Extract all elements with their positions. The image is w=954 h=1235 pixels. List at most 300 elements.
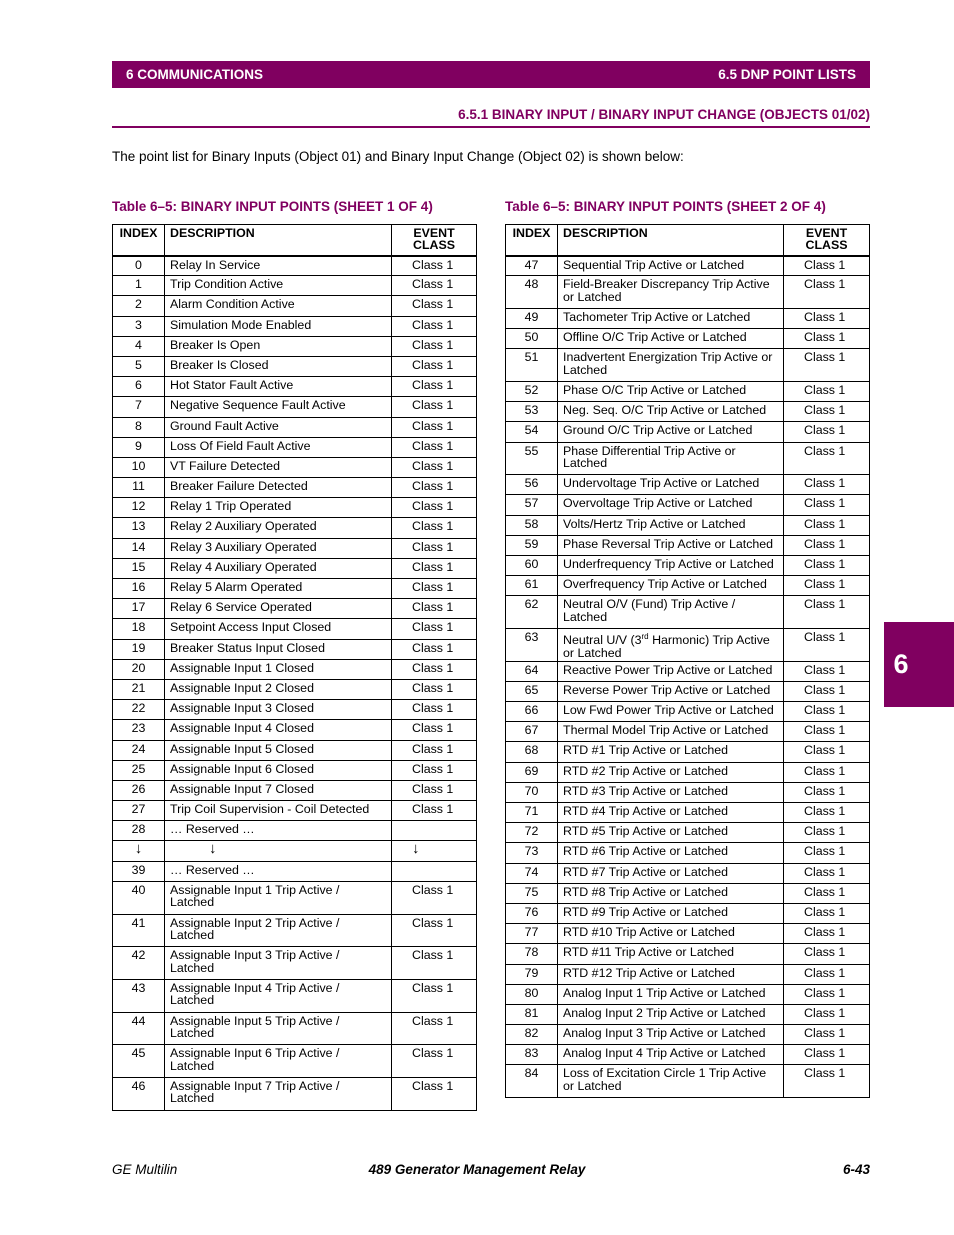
col-header-index: INDEX: [113, 225, 165, 256]
cell-event-class: Class 1: [392, 498, 477, 518]
description-text: Harmonic) Trip Active or Latched: [563, 633, 770, 660]
cell-description: … Reserved …: [165, 821, 392, 841]
cell-description: Loss Of Field Fault Active: [165, 437, 392, 457]
cell-event-class: [392, 821, 477, 841]
table-row: [113, 478, 477, 498]
table-row: [113, 498, 477, 518]
col-header-event-class: EVENT CLASS: [392, 225, 477, 256]
table-row: [506, 863, 870, 883]
table-row: [113, 377, 477, 397]
cell-index: 17: [113, 599, 165, 619]
table-row: [506, 661, 870, 681]
cell-event-class: Class 1: [784, 742, 870, 762]
cell-index: 58: [506, 515, 558, 535]
cell-index: 24: [113, 740, 165, 760]
table-row: [506, 256, 870, 276]
table-row: [506, 495, 870, 515]
cell-index: 14: [113, 538, 165, 558]
cell-index: 15: [113, 558, 165, 578]
cell-event-class: Class 1: [392, 417, 477, 437]
cell-description: Negative Sequence Fault Active: [165, 397, 392, 417]
cell-index: 67: [506, 722, 558, 742]
cell-event-class: Class 1: [784, 823, 870, 843]
table-row: [506, 596, 870, 629]
table-row: [113, 336, 477, 356]
cell-description: Setpoint Access Input Closed: [165, 619, 392, 639]
cell-event-class: Class 1: [392, 780, 477, 800]
cell-description: RTD #3 Trip Active or Latched: [558, 782, 784, 802]
cell-description: RTD #5 Trip Active or Latched: [558, 823, 784, 843]
cell-event-class: Class 1: [392, 276, 477, 296]
cell-index: 60: [506, 555, 558, 575]
cell-index: 41: [113, 914, 165, 947]
table-row: [113, 881, 477, 914]
cell-event-class: Class 1: [392, 947, 477, 980]
cell-description: Assignable Input 2 Trip Active / Latched: [165, 914, 392, 947]
cell-event-class: Class 1: [392, 700, 477, 720]
cell-index: 27: [113, 801, 165, 821]
cell-event-class: Class 1: [392, 679, 477, 699]
table-row: [506, 442, 870, 475]
cell-description: RTD #9 Trip Active or Latched: [558, 903, 784, 923]
cell-index: 47: [506, 256, 558, 276]
table-row: [506, 762, 870, 782]
cell-description: Assignable Input 2 Closed: [165, 679, 392, 699]
table-row: [506, 823, 870, 843]
cell-event-class: Class 1: [392, 599, 477, 619]
footer-left: GE Multilin: [112, 1162, 178, 1177]
cell-index: 84: [506, 1065, 558, 1098]
cell-event-class: Class 1: [392, 639, 477, 659]
table-row: [506, 742, 870, 762]
cell-description: Assignable Input 4 Trip Active / Latched: [165, 979, 392, 1012]
cell-event-class: Class 1: [784, 1065, 870, 1098]
cell-index: 77: [506, 924, 558, 944]
cell-description: Breaker Status Input Closed: [165, 639, 392, 659]
table-row: [506, 903, 870, 923]
cell-index: 70: [506, 782, 558, 802]
table-row: [506, 843, 870, 863]
cell-index: 46: [113, 1077, 165, 1110]
cell-description: Assignable Input 1 Trip Active / Latched: [165, 881, 392, 914]
cell-description: Overvoltage Trip Active or Latched: [558, 495, 784, 515]
table-row: [506, 381, 870, 401]
cell-description: Ground Fault Active: [165, 417, 392, 437]
cell-event-class: Class 1: [784, 422, 870, 442]
table-row: [506, 555, 870, 575]
subsection-title: 6.5.1 BINARY INPUT / BINARY INPUT CHANGE (OBJECTS 01/02): [112, 107, 870, 128]
cell-description: Trip Condition Active: [165, 276, 392, 296]
cell-index: 72: [506, 823, 558, 843]
cell-event-class: Class 1: [784, 555, 870, 575]
table-row: [506, 576, 870, 596]
cell-description: Volts/Hertz Trip Active or Latched: [558, 515, 784, 535]
cell-description: RTD #6 Trip Active or Latched: [558, 843, 784, 863]
cell-description: [558, 629, 784, 662]
cell-index: 39: [113, 861, 165, 881]
cell-description: Underfrequency Trip Active or Latched: [558, 555, 784, 575]
cell-event-class: [392, 861, 477, 881]
cell-event-class: Class 1: [784, 256, 870, 276]
table-row: [113, 518, 477, 538]
cell-index: 82: [506, 1025, 558, 1045]
cell-index: 3: [113, 316, 165, 336]
cell-description: Assignable Input 1 Closed: [165, 659, 392, 679]
cell-event-class: Class 1: [392, 760, 477, 780]
cell-index: 11: [113, 478, 165, 498]
cell-description: RTD #11 Trip Active or Latched: [558, 944, 784, 964]
cell-description: Relay In Service: [165, 256, 392, 276]
cell-description: ↓: [165, 841, 392, 861]
cell-event-class: Class 1: [392, 356, 477, 376]
table-row: [113, 579, 477, 599]
table-row: [113, 639, 477, 659]
cell-description: RTD #8 Trip Active or Latched: [558, 883, 784, 903]
cell-index: 48: [506, 276, 558, 309]
cell-description: Undervoltage Trip Active or Latched: [558, 475, 784, 495]
cell-event-class: Class 1: [784, 702, 870, 722]
cell-description: Relay 1 Trip Operated: [165, 498, 392, 518]
cell-index: 18: [113, 619, 165, 639]
cell-description: RTD #4 Trip Active or Latched: [558, 803, 784, 823]
cell-index: 81: [506, 1004, 558, 1024]
cell-description: Tachometer Trip Active or Latched: [558, 308, 784, 328]
cell-index: 55: [506, 442, 558, 475]
cell-description: Reactive Power Trip Active or Latched: [558, 661, 784, 681]
cell-description: Breaker Failure Detected: [165, 478, 392, 498]
cell-index: 42: [113, 947, 165, 980]
cell-description: VT Failure Detected: [165, 457, 392, 477]
cell-event-class: Class 1: [784, 964, 870, 984]
cell-index: 8: [113, 417, 165, 437]
cell-description: Neg. Seq. O/C Trip Active or Latched: [558, 402, 784, 422]
cell-description: Low Fwd Power Trip Active or Latched: [558, 702, 784, 722]
cell-description: Relay 3 Auxiliary Operated: [165, 538, 392, 558]
table-row: [506, 515, 870, 535]
cell-index: 52: [506, 381, 558, 401]
cell-index: 66: [506, 702, 558, 722]
cell-event-class: Class 1: [784, 883, 870, 903]
table1-caption: Table 6–5: BINARY INPUT POINTS (SHEET 1 OF 4): [112, 199, 433, 214]
cell-index: 4: [113, 336, 165, 356]
cell-event-class: Class 1: [392, 1012, 477, 1045]
cell-event-class: Class 1: [392, 316, 477, 336]
cell-description: Breaker Is Closed: [165, 356, 392, 376]
cell-description: Offline O/C Trip Active or Latched: [558, 329, 784, 349]
cell-index: 6: [113, 377, 165, 397]
table-row: [506, 964, 870, 984]
table-row: [506, 722, 870, 742]
cell-description: RTD #2 Trip Active or Latched: [558, 762, 784, 782]
cell-index: 43: [113, 979, 165, 1012]
cell-description: Assignable Input 5 Closed: [165, 740, 392, 760]
cell-index: 5: [113, 356, 165, 376]
cell-description: Relay 6 Service Operated: [165, 599, 392, 619]
table-row: [506, 984, 870, 1004]
cell-index: 45: [113, 1045, 165, 1078]
table-row: [506, 535, 870, 555]
cell-event-class: Class 1: [784, 924, 870, 944]
cell-index: 61: [506, 576, 558, 596]
table-row: [506, 681, 870, 701]
table-row: [113, 397, 477, 417]
cell-event-class: Class 1: [784, 329, 870, 349]
table-row: [113, 1077, 477, 1110]
col-header-description: DESCRIPTION: [165, 225, 392, 256]
cell-description: Assignable Input 3 Closed: [165, 700, 392, 720]
cell-index: 1: [113, 276, 165, 296]
cell-description: RTD #10 Trip Active or Latched: [558, 924, 784, 944]
table-row: [113, 457, 477, 477]
table-row: [113, 801, 477, 821]
table-row: [113, 821, 477, 841]
cell-event-class: Class 1: [392, 538, 477, 558]
table-row: [506, 1025, 870, 1045]
footer-page-number: 6-43: [842, 1162, 870, 1177]
table-row: [506, 924, 870, 944]
table-row: [113, 740, 477, 760]
cell-event-class: Class 1: [784, 762, 870, 782]
cell-description: Phase Reversal Trip Active or Latched: [558, 535, 784, 555]
cell-event-class: Class 1: [392, 377, 477, 397]
table-row: [506, 402, 870, 422]
cell-index: 63: [506, 629, 558, 662]
cell-description: RTD #12 Trip Active or Latched: [558, 964, 784, 984]
cell-description: Simulation Mode Enabled: [165, 316, 392, 336]
table-row: [113, 599, 477, 619]
table-row: [113, 417, 477, 437]
cell-description: Alarm Condition Active: [165, 296, 392, 316]
cell-description: Neutral O/V (Fund) Trip Active / Latched: [558, 596, 784, 629]
cell-index: 56: [506, 475, 558, 495]
cell-event-class: Class 1: [784, 803, 870, 823]
cell-event-class: Class 1: [392, 437, 477, 457]
cell-event-class: Class 1: [392, 801, 477, 821]
description-text: Neutral U/V (3: [563, 633, 642, 648]
cell-event-class: Class 1: [392, 881, 477, 914]
cell-description: Relay 4 Auxiliary Operated: [165, 558, 392, 578]
cell-event-class: Class 1: [784, 843, 870, 863]
cell-index: 10: [113, 457, 165, 477]
cell-event-class: Class 1: [784, 576, 870, 596]
col-header-event-class: EVENT CLASS: [784, 225, 870, 256]
cell-index: 59: [506, 535, 558, 555]
table-row: [506, 1065, 870, 1098]
table-row: [506, 883, 870, 903]
cell-description: Assignable Input 3 Trip Active / Latched: [165, 947, 392, 980]
cell-event-class: Class 1: [784, 596, 870, 629]
table-row: [506, 308, 870, 328]
cell-event-class: Class 1: [784, 629, 870, 662]
cell-index: 9: [113, 437, 165, 457]
table-row: [506, 803, 870, 823]
cell-event-class: Class 1: [392, 518, 477, 538]
table-row: [113, 679, 477, 699]
table-row: [506, 475, 870, 495]
cell-event-class: Class 1: [784, 661, 870, 681]
cell-event-class: Class 1: [392, 579, 477, 599]
cell-index: 50: [506, 329, 558, 349]
cell-index: 78: [506, 944, 558, 964]
cell-description: Analog Input 1 Trip Active or Latched: [558, 984, 784, 1004]
cell-index: 23: [113, 720, 165, 740]
cell-index: ↓: [113, 841, 165, 861]
footer-center: 489 Generator Management Relay: [368, 1162, 586, 1177]
cell-index: 62: [506, 596, 558, 629]
cell-event-class: Class 1: [392, 1045, 477, 1078]
table-row: [113, 316, 477, 336]
table-row: [506, 1045, 870, 1065]
table-row: [506, 702, 870, 722]
table-row: [113, 914, 477, 947]
cell-index: 7: [113, 397, 165, 417]
cell-description: Field-Breaker Discrepancy Trip Active or Latched: [558, 276, 784, 309]
cell-index: 22: [113, 700, 165, 720]
cell-event-class: Class 1: [392, 478, 477, 498]
cell-event-class: Class 1: [784, 863, 870, 883]
cell-event-class: Class 1: [784, 276, 870, 309]
table-header-row: [506, 225, 870, 256]
table-row: [113, 700, 477, 720]
cell-description: Phase Differential Trip Active or Latched: [558, 442, 784, 475]
table-row: [113, 780, 477, 800]
cell-event-class: Class 1: [784, 984, 870, 1004]
cell-index: 57: [506, 495, 558, 515]
table-row: [506, 629, 870, 662]
cell-index: 65: [506, 681, 558, 701]
table-row: [113, 437, 477, 457]
cell-description: Sequential Trip Active or Latched: [558, 256, 784, 276]
cell-index: 71: [506, 803, 558, 823]
cell-description: Assignable Input 5 Trip Active / Latched: [165, 1012, 392, 1045]
chapter-title: 6 COMMUNICATIONS: [126, 67, 263, 82]
cell-description: Phase O/C Trip Active or Latched: [558, 381, 784, 401]
cell-event-class: Class 1: [392, 558, 477, 578]
table-row: [506, 1004, 870, 1024]
cell-event-class: Class 1: [392, 457, 477, 477]
cell-index: 51: [506, 349, 558, 382]
cell-description: … Reserved …: [165, 861, 392, 881]
cell-description: Assignable Input 7 Trip Active / Latched: [165, 1077, 392, 1110]
cell-event-class: Class 1: [784, 681, 870, 701]
cell-index: 0: [113, 256, 165, 276]
cell-index: 74: [506, 863, 558, 883]
cell-description: RTD #1 Trip Active or Latched: [558, 742, 784, 762]
cell-event-class: Class 1: [392, 619, 477, 639]
cell-description: Trip Coil Supervision - Coil Detected: [165, 801, 392, 821]
cell-description: Relay 5 Alarm Operated: [165, 579, 392, 599]
table-row: [113, 296, 477, 316]
cell-event-class: Class 1: [784, 475, 870, 495]
cell-event-class: Class 1: [784, 515, 870, 535]
chapter-header-bar: [112, 61, 870, 88]
cell-description: Analog Input 2 Trip Active or Latched: [558, 1004, 784, 1024]
cell-description: Assignable Input 4 Closed: [165, 720, 392, 740]
cell-index: 12: [113, 498, 165, 518]
cell-event-class: Class 1: [784, 944, 870, 964]
table-row: [113, 538, 477, 558]
cell-event-class: Class 1: [392, 256, 477, 276]
cell-index: 80: [506, 984, 558, 1004]
cell-event-class: Class 1: [392, 397, 477, 417]
cell-index: 16: [113, 579, 165, 599]
cell-event-class: Class 1: [784, 308, 870, 328]
cell-index: 83: [506, 1045, 558, 1065]
chapter-side-tab: 6: [884, 622, 954, 707]
table2-caption: Table 6–5: BINARY INPUT POINTS (SHEET 2 OF 4): [505, 199, 826, 214]
cell-event-class: Class 1: [784, 349, 870, 382]
cell-event-class: Class 1: [784, 1004, 870, 1024]
table-row: [506, 349, 870, 382]
table-row: [506, 422, 870, 442]
cell-index: 40: [113, 881, 165, 914]
table-row: [506, 944, 870, 964]
cell-index: 54: [506, 422, 558, 442]
table-row: [113, 1012, 477, 1045]
table-row: [113, 659, 477, 679]
table-row: [506, 276, 870, 309]
table-row: [113, 1045, 477, 1078]
cell-index: 73: [506, 843, 558, 863]
cell-description: Assignable Input 6 Closed: [165, 760, 392, 780]
cell-index: 64: [506, 661, 558, 681]
cell-description: Breaker Is Open: [165, 336, 392, 356]
cell-index: 76: [506, 903, 558, 923]
cell-description: Loss of Excitation Circle 1 Trip Active or Latched: [558, 1065, 784, 1098]
table-row: [113, 558, 477, 578]
cell-index: 44: [113, 1012, 165, 1045]
binary-input-table-sheet2: [505, 224, 870, 1098]
table-row: [113, 276, 477, 296]
table-row: [113, 947, 477, 980]
cell-description: Analog Input 3 Trip Active or Latched: [558, 1025, 784, 1045]
binary-input-table-sheet1: [112, 224, 477, 1111]
description-superscript: rd: [641, 632, 649, 641]
cell-event-class: Class 1: [392, 979, 477, 1012]
cell-index: 20: [113, 659, 165, 679]
cell-event-class: Class 1: [784, 1045, 870, 1065]
cell-index: 19: [113, 639, 165, 659]
cell-event-class: Class 1: [784, 495, 870, 515]
table-header-row: [113, 225, 477, 256]
section-title-header: 6.5 DNP POINT LISTS: [718, 67, 856, 82]
cell-description: Inadvertent Energization Trip Active or Latched: [558, 349, 784, 382]
table-row: [506, 782, 870, 802]
cell-description: Overfrequency Trip Active or Latched: [558, 576, 784, 596]
cell-event-class: ↓: [392, 841, 477, 861]
cell-description: Relay 2 Auxiliary Operated: [165, 518, 392, 538]
cell-description: Ground O/C Trip Active or Latched: [558, 422, 784, 442]
cell-description: Reverse Power Trip Active or Latched: [558, 681, 784, 701]
cell-event-class: Class 1: [784, 381, 870, 401]
cell-event-class: Class 1: [784, 782, 870, 802]
cell-event-class: Class 1: [784, 1025, 870, 1045]
table-row: [113, 760, 477, 780]
table-row: [113, 256, 477, 276]
table-row: [113, 356, 477, 376]
cell-description: Assignable Input 7 Closed: [165, 780, 392, 800]
col-header-index: INDEX: [506, 225, 558, 256]
table-row: [113, 979, 477, 1012]
cell-event-class: Class 1: [784, 442, 870, 475]
table-row: [113, 841, 477, 861]
cell-event-class: Class 1: [784, 535, 870, 555]
cell-event-class: Class 1: [392, 914, 477, 947]
cell-description: Hot Stator Fault Active: [165, 377, 392, 397]
cell-description: Assignable Input 6 Trip Active / Latched: [165, 1045, 392, 1078]
cell-index: 75: [506, 883, 558, 903]
cell-index: 25: [113, 760, 165, 780]
